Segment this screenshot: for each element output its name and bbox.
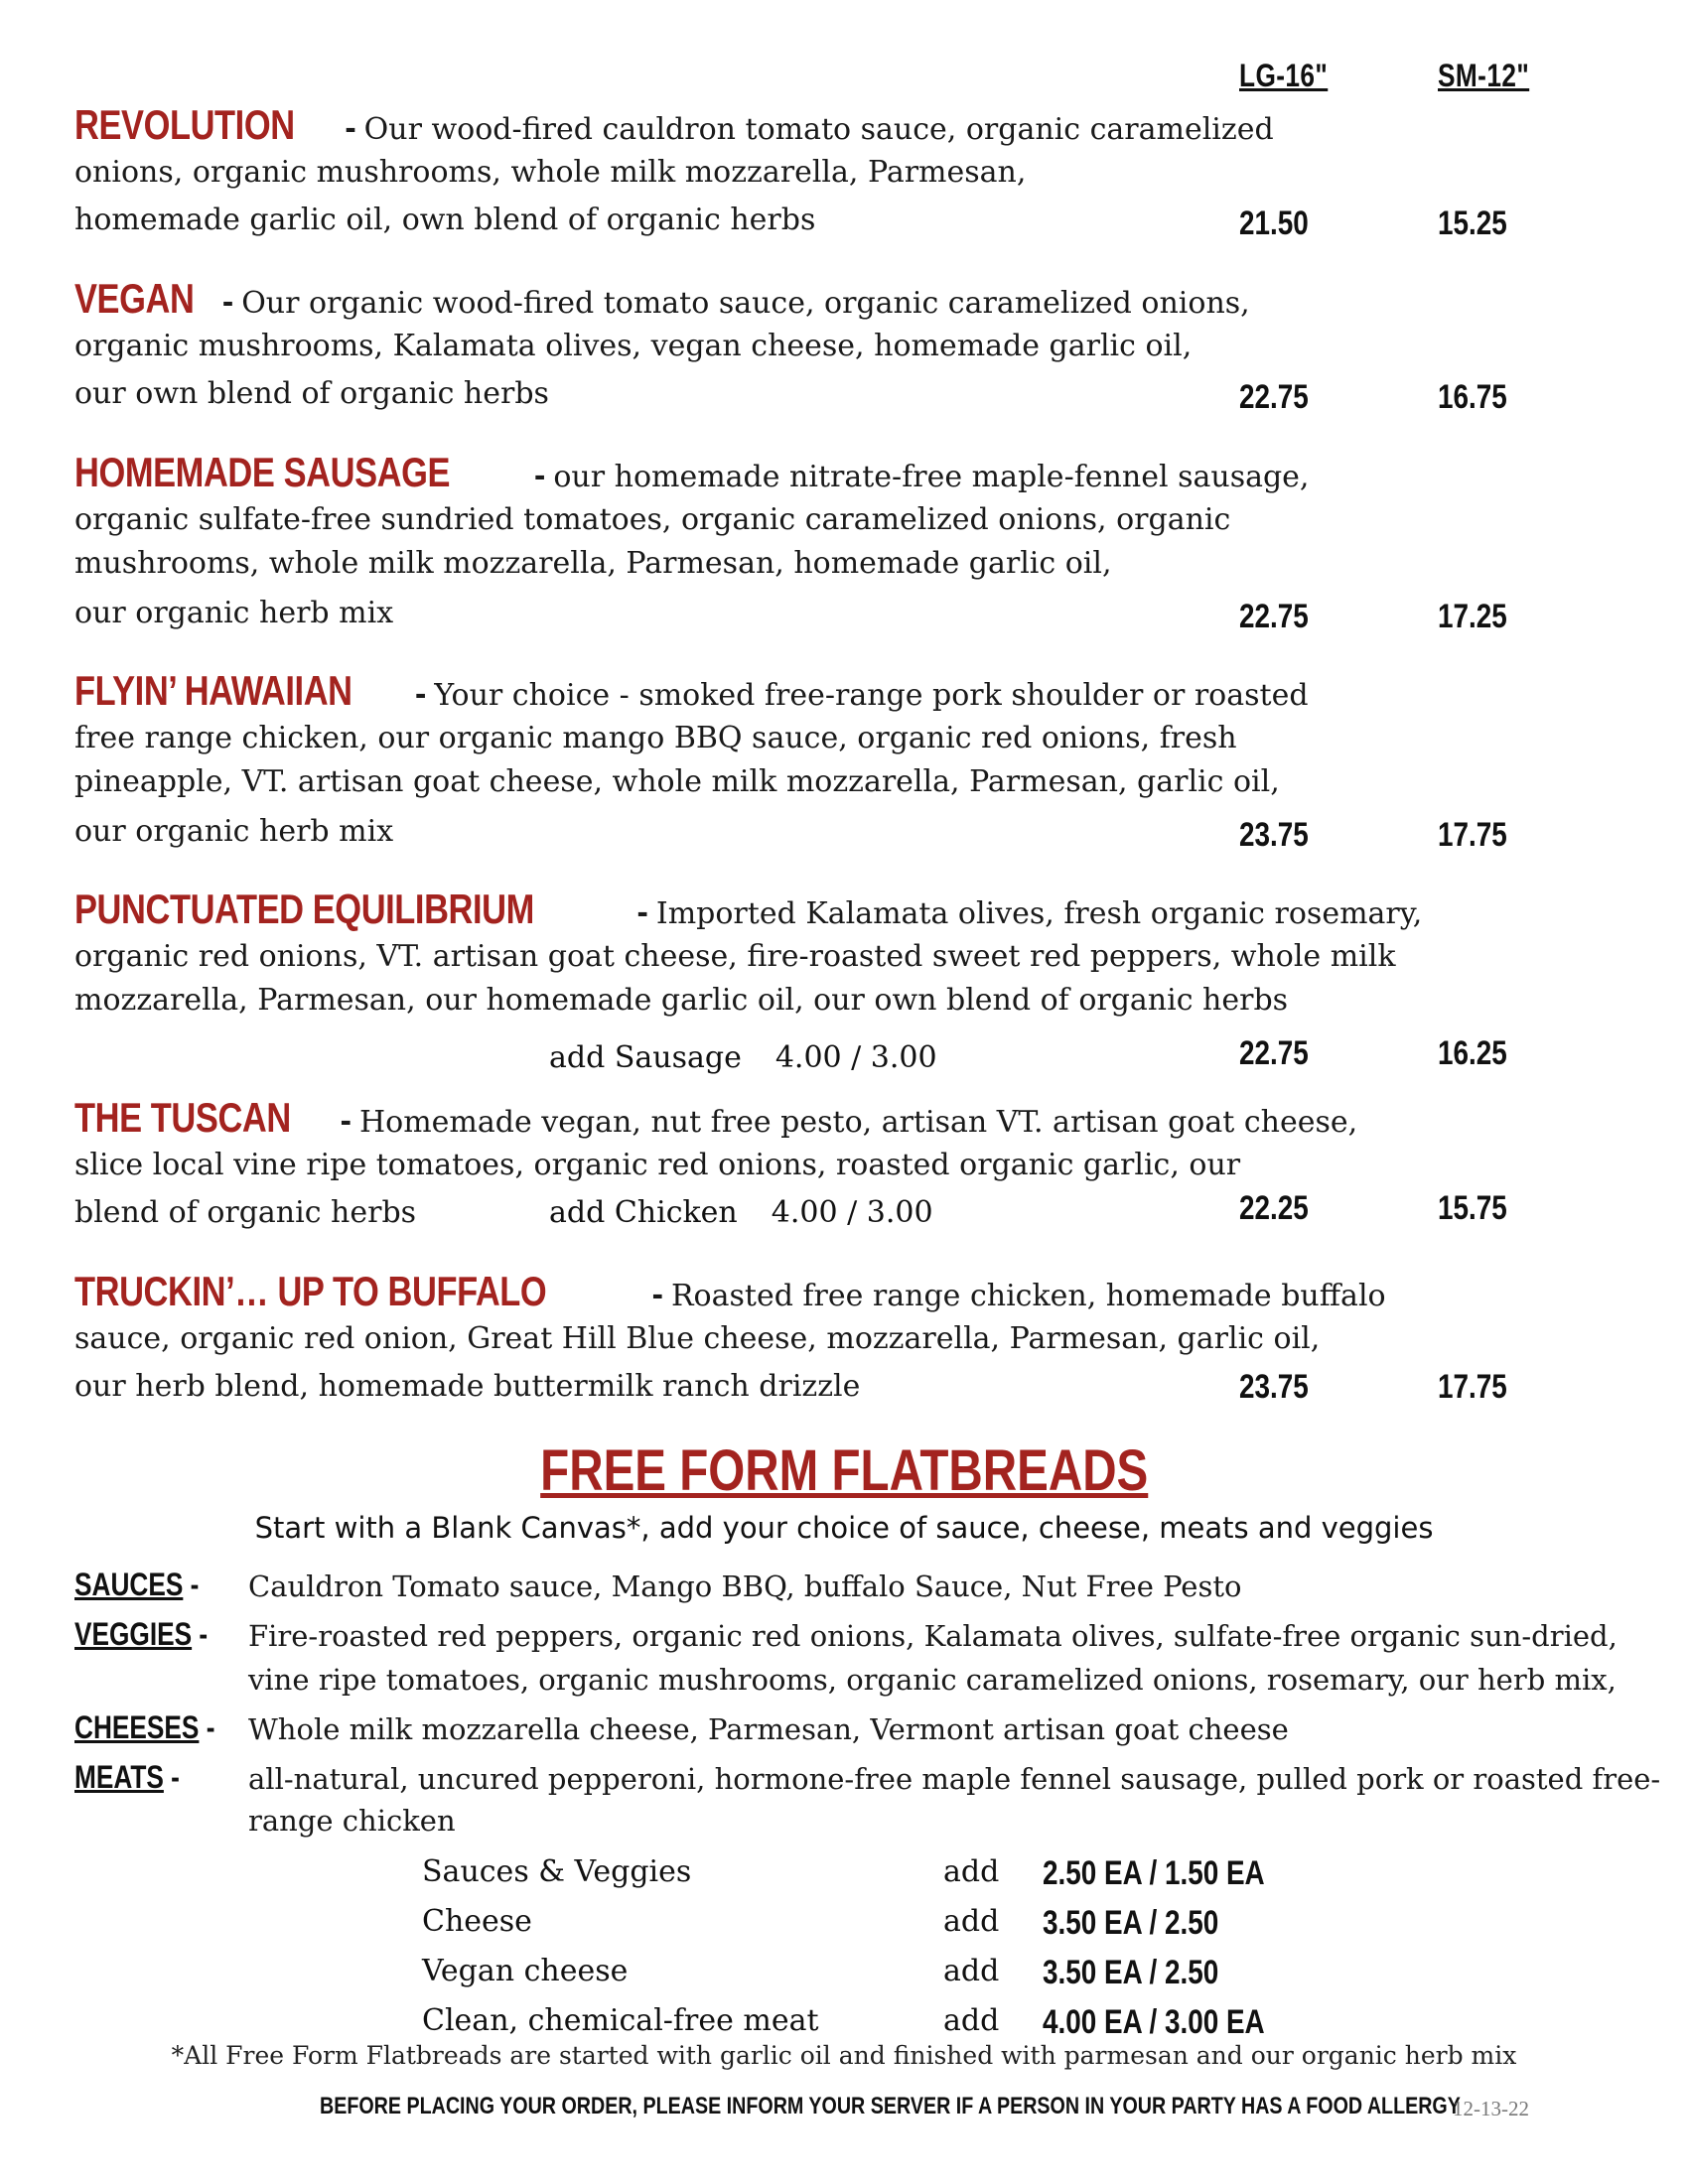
item-description: our organic herb mix [74,596,394,630]
price-large: 23.75 [1239,1368,1309,1406]
price-small: 16.25 [1438,1034,1507,1072]
item-description: Your choice - smoked free-range pork shoulder or roasted [434,678,1309,713]
item-description: pineapple, VT. artisan goat cheese, whole milk mozzarella, Parmesan, garlic oil, [74,764,1280,799]
item-description: mushrooms, whole milk mozzarella, Parmesan, homemade garlic oil, [74,546,1112,581]
price-large: 22.25 [1239,1189,1309,1227]
category-text-sauces: Cauldron Tomato sauce, Mango BBQ, buffalo Sauce, Nut Free Pesto [248,1570,1242,1603]
date-code: 12-13-22 [1453,2097,1529,2120]
price-large: 22.75 [1239,1034,1309,1072]
flatbread-addon-row [0,1954,1688,1997]
addon-add: add [943,2003,1000,2038]
category-text-cheeses: Whole milk mozzarella cheese, Parmesan, Vermont artisan goat cheese [248,1712,1289,1746]
item-description: mozzarella, Parmesan, our homemade garlic oil, our own blend of organic herbs [74,983,1289,1018]
addon-price: 3.50 EA / 2.50 [1043,1954,1219,1991]
item-description: Roasted free range chicken, homemade buffalo [670,1279,1386,1313]
category-label-veggies: VEGGIES - [74,1616,209,1652]
addon-label: Sauces & Veggies [422,1854,692,1889]
item-description: sauce, organic red onion, Great Hill Blue cheese, mozzarella, Parmesan, garlic oil, [74,1321,1321,1356]
category-text-meats: range chicken [248,1804,456,1838]
flatbread-footnote: *All Free Form Flatbreads are started with garlic oil and finished with parmesan and our organic herb mix [171,2041,1517,2070]
item-name: THE TUSCAN [74,1094,291,1141]
item-description: Our wood-fired cauldron tomato sauce, organic caramelized [363,112,1274,147]
flatbread-addon-row [0,1854,1688,1898]
item-description: slice local vine ripe tomatoes, organic red onions, roasted organic garlic, our [74,1148,1241,1182]
item-description: homemade garlic oil, own blend of organic herbs [74,203,816,237]
addon-label: Clean, chemical-free meat [422,2003,819,2038]
section-subtitle: Start with a Blank Canvas*, add your choice of sauce, cheese, meats and veggies [254,1511,1434,1545]
addon-label: Vegan cheese [422,1954,629,1988]
item-description: organic red onions, VT. artisan goat cheese, fire-roasted sweet red peppers, whole milk [74,939,1396,974]
addon-price: 2.50 EA / 1.50 EA [1043,1854,1265,1892]
item-description: Imported Kalamata olives, fresh organic rosemary, [655,896,1423,931]
section-title: FREE FORM FLATBREADS [539,1438,1149,1503]
price-small: 15.75 [1438,1189,1507,1227]
item-description: our own blend of organic herbs [74,376,549,411]
addon-price: 3.50 EA / 2.50 [1043,1904,1219,1942]
item-description: our herb blend, homemade buttermilk ranch drizzle [74,1369,861,1404]
price-large: 22.75 [1239,598,1309,635]
item-description: organic sulfate-free sundried tomatoes, organic caramelized onions, organic [74,502,1231,537]
column-header-large: LG-16" [1239,58,1329,93]
item-name: FLYIN’ HAWAIIAN [74,667,352,714]
flatbread-addon-row [0,1904,1688,1948]
price-small: 17.75 [1438,1368,1507,1406]
item-description: Homemade vegan, nut free pesto, artisan VT. artisan goat cheese, [359,1105,1358,1140]
price-small: 16.75 [1438,378,1507,416]
item-description: our organic herb mix [74,814,394,849]
addon-add: add [943,1854,1000,1889]
addon-add: add [943,1954,1000,1988]
allergy-notice: BEFORE PLACING YOUR ORDER, PLEASE INFORM YOUR SERVER IF A PERSON IN YOUR PARTY HAS A FOOD ALLERGY [320,2093,1461,2119]
category-text-meats: all-natural, uncured pepperoni, hormone-free maple fennel sausage, pulled pork or roasted free- [248,1762,1661,1796]
price-large: 21.50 [1239,205,1309,242]
price-large: 22.75 [1239,378,1309,416]
item-name: PUNCTUATED EQUILIBRIUM [74,886,534,932]
price-small: 15.25 [1438,205,1507,242]
addon-label: Cheese [422,1904,532,1939]
item-name: REVOLUTION [74,101,295,148]
category-label-sauces: SAUCES - [74,1567,200,1602]
price-large: 23.75 [1239,816,1309,854]
item-name: VEGAN [74,275,195,322]
menu-page: LG-16" SM-12" REVOLUTION - Our wood-fired cauldron tomato sauce, organic caramelized onions, organic mushrooms, whole milk mozzarella, Parmesan, homemade garlic oil, own blend of organic herbs 21.50 15.25 VEGAN - Our organic wood-fired tomato sauce, organic caramelized onions, organic mushrooms, Kalamata olives, vegan cheese, homemade garlic oil, our own blend of organic herbs 22.75 16.75 HOMEMADE SAUSAGE - our homemade nitrate-free maple-fennel sausage, organic sulfate-free sundried tomatoes, organic caramelized onions, organic mushrooms, whole milk mozzarella, Parmesan, homemade garlic oil, our organic herb mix 22.75 17.25 FLYIN’ HAWAIIAN - Your choice - smoked free-range pork shoulder or roasted free range chicken, our organic mango BBQ sauce, organic red onions, fresh pineapple, VT. artisan goat cheese, whole milk mozzarella, Parmesan, garlic oil, our organic herb mix 23.75 17.75 PUNCTUATED EQUILIBRIUM - Imported Kalamata olives, fresh organic rosemary, organic red onions, VT. artisan goat cheese, fire-roasted sweet red peppers, whole milk mozzarella, Parmesan, our homemade garlic oil, our own blend of organic herbs add Sausage 4.00 / 3.00 22.75 16.25 THE TUSCAN - Homemade vegan, nut free pesto, artisan VT. artisan goat cheese, slice local vine ripe tomatoes, organic red onions, roasted organic garlic, our blend of organic herbs add Chicken 4.00 / 3.00 22.25 15.75 TRUCKIN’… UP TO BUFFALO - Roasted free range chicken, homemade buffalo sauce, organic red onion, Great Hill Blue cheese, mozzarella, Parmesan, garlic oil, our herb blend, homemade buttermilk ranch drizzle 23.75 17.75 FREE FORM FLATBREADS Start with a Blank Canvas*, add your choice of sauce, cheese, meats and veggies SAUCES - Cauldron Tomato sauce, Mango BBQ, buffalo Sauce, Nut Free Pesto VEGGIES - Fire-roasted red peppers, organic red onions, Kalamata olives, sulfate-free organic sun-dried, vine ripe tomatoes, organic mushrooms, organic caramelized onions, rosemary, our herb mix, CHEESES - Whole milk mozzarella cheese, Parmesan, Vermont artisan goat cheese MEATS - all-natural, uncured pepperoni, hormone-free maple fennel sausage, pulled pork or roasted free- range chicken Sauces & Veggies add 2.50 EA / 1.50 EA Cheese add 3.50 EA / 2.50 Vegan cheese add 3.50 EA / 2.50 Clean, chemical-free meat add 4.00 EA / 3.00 EA *All Free Form Flatbreads are started with garlic oil and finished with parmesan and our organic herb mix BEFORE PLACING YOUR ORDER, PLEASE INFORM YOUR SERVER IF A PERSON IN YOUR PARTY HAS A FOOD ALLERGY 12-13-22 [0,0,1688,2184]
item-description: free range chicken, our organic mango BBQ sauce, organic red onions, fresh [74,721,1237,755]
item-name: HOMEMADE SAUSAGE [74,449,451,495]
price-small: 17.25 [1438,598,1507,635]
category-text-veggies: Fire-roasted red peppers, organic red onions, Kalamata olives, sulfate-free organic sun-dried, [248,1619,1618,1653]
price-small: 17.75 [1438,816,1507,854]
item-description: Our organic wood-fired tomato sauce, organic caramelized onions, [241,286,1250,321]
item-description: onions, organic mushrooms, whole milk mozzarella, Parmesan, [74,155,1027,190]
category-label-meats: MEATS - [74,1759,180,1795]
addon-chicken: add Chicken 4.00 / 3.00 [549,1195,933,1230]
column-header-small: SM-12" [1438,58,1530,93]
addon-sausage: add Sausage 4.00 / 3.00 [549,1040,937,1075]
item-description: organic mushrooms, Kalamata olives, vegan cheese, homemade garlic oil, [74,329,1193,363]
addon-price: 4.00 EA / 3.00 EA [1043,2003,1265,2041]
item-name: TRUCKIN’… UP TO BUFFALO [74,1268,547,1314]
addon-add: add [943,1904,1000,1939]
category-label-cheeses: CHEESES - [74,1709,215,1745]
item-description: blend of organic herbs [74,1195,417,1230]
item-description: our homemade nitrate-free maple-fennel sausage, [553,460,1310,494]
category-text-veggies: vine ripe tomatoes, organic mushrooms, organic caramelized onions, rosemary, our herb mix, [248,1663,1617,1697]
